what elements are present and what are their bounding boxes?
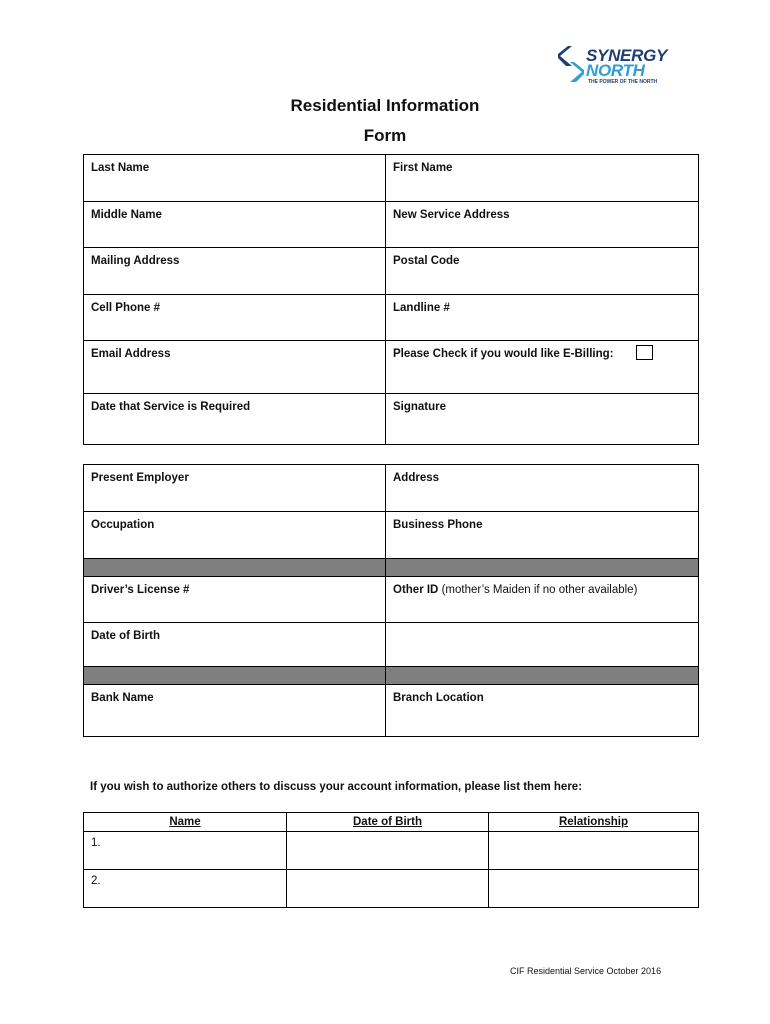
cell-phone-field[interactable]: Cell Phone #: [84, 295, 386, 341]
present-employer-field[interactable]: Present Employer: [84, 465, 386, 512]
other-id-note: (mother’s Maiden if no other available): [441, 584, 638, 596]
logo-text-synergy: SYNERGY: [586, 46, 668, 65]
signature-field[interactable]: Signature: [386, 394, 699, 445]
person-name-cell[interactable]: 2.: [84, 870, 287, 908]
mailing-address-field[interactable]: Mailing Address: [84, 248, 386, 295]
shaded-divider: [84, 667, 386, 685]
occupation-field[interactable]: Occupation: [84, 512, 386, 559]
shaded-divider: [386, 667, 699, 685]
new-service-address-field[interactable]: New Service Address: [386, 202, 699, 248]
bank-name-field[interactable]: Bank Name: [84, 685, 386, 737]
shaded-divider: [84, 559, 386, 577]
authorized-people-table: [83, 812, 699, 908]
logo-text-north: NORTH: [586, 61, 645, 80]
logo-mark-icon: [556, 44, 586, 84]
service-date-field[interactable]: Date that Service is Required: [84, 394, 386, 445]
synergy-north-logo: [556, 44, 682, 88]
other-id-field[interactable]: Other ID (mother’s Maiden if no other available): [386, 577, 699, 623]
last-name-field[interactable]: Last Name: [84, 155, 386, 202]
e-billing-checkbox[interactable]: [636, 345, 653, 360]
column-header-name: Name: [84, 813, 287, 832]
person-name-cell[interactable]: 1.: [84, 832, 287, 870]
personal-info-table: [83, 154, 699, 445]
drivers-license-field[interactable]: Driver’s License #: [84, 577, 386, 623]
person-relationship-cell[interactable]: [489, 832, 699, 870]
footer-text: CIF Residential Service October 2016: [510, 966, 662, 976]
middle-name-field[interactable]: Middle Name: [84, 202, 386, 248]
date-of-birth-field[interactable]: Date of Birth: [84, 623, 386, 667]
person-dob-cell[interactable]: [287, 870, 489, 908]
employment-table: [83, 464, 699, 737]
empty-field[interactable]: [386, 623, 699, 667]
email-address-field[interactable]: Email Address: [84, 341, 386, 394]
employer-address-field[interactable]: Address: [386, 465, 699, 512]
first-name-field[interactable]: First Name: [386, 155, 699, 202]
authorize-note: If you wish to authorize others to discuss your account information, please list them here:: [90, 781, 583, 793]
branch-location-field[interactable]: Branch Location: [386, 685, 699, 737]
form-subtitle: Form: [363, 126, 407, 145]
person-relationship-cell[interactable]: [489, 870, 699, 908]
postal-code-field[interactable]: Postal Code: [386, 248, 699, 295]
column-header-relationship: Relationship: [489, 813, 699, 832]
business-phone-field[interactable]: Business Phone: [386, 512, 699, 559]
shaded-divider: [386, 559, 699, 577]
column-header-date-of-birth: Date of Birth: [287, 813, 489, 832]
logo-tagline: THE POWER OF THE NORTH: [588, 79, 658, 85]
landline-field[interactable]: Landline #: [386, 295, 699, 341]
person-dob-cell[interactable]: [287, 832, 489, 870]
form-title: Residential Information: [290, 96, 480, 115]
e-billing-field: Please Check if you would like E-Billing:: [386, 341, 699, 394]
